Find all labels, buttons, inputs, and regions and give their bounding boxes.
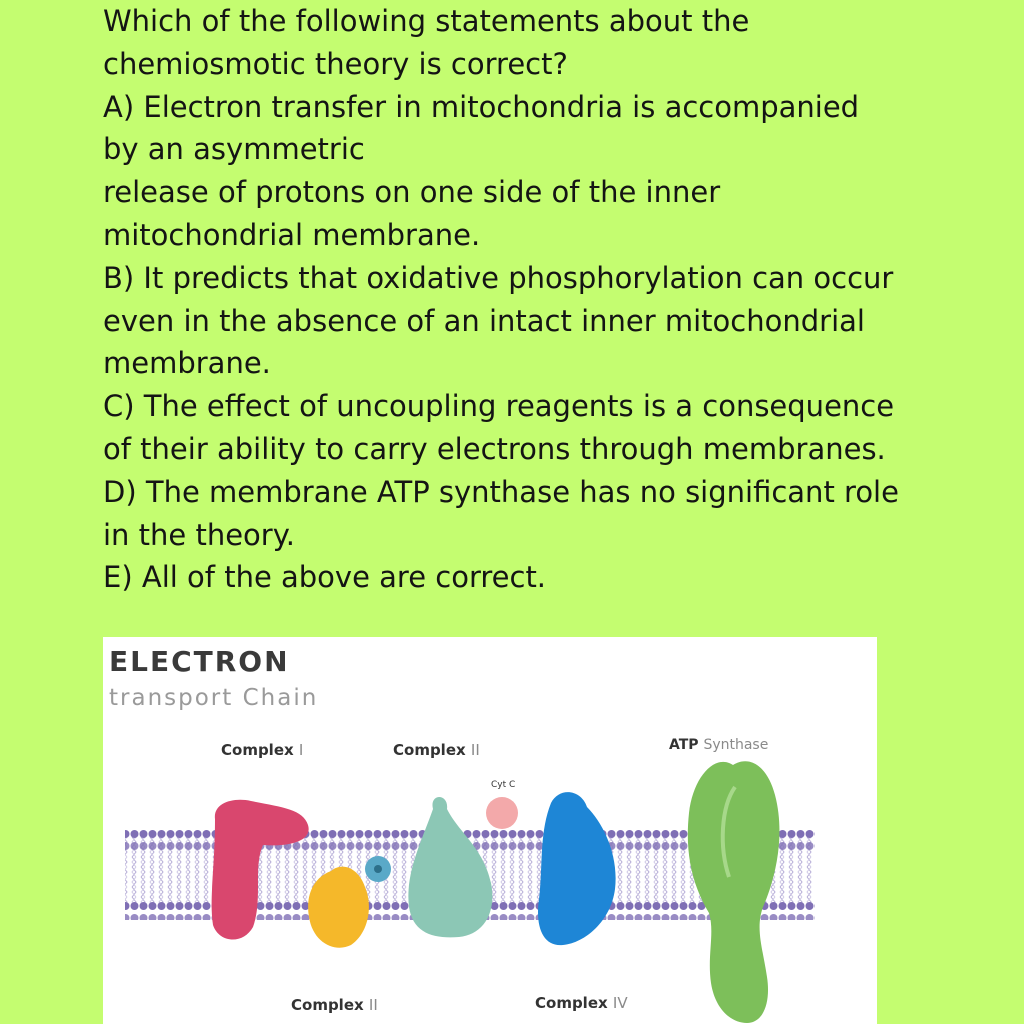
figure-subtitle: transport Chain	[109, 685, 319, 711]
question-text	[103, 0, 983, 599]
option-b-line: B) It predicts that oxidative phosphorylation can occur	[103, 260, 894, 295]
complex-3-shape	[408, 797, 492, 937]
option-c-line: of their ability to carry electrons through membranes.	[103, 431, 886, 466]
complex-2-top-label	[393, 741, 480, 759]
option-d-line: D) The membrane ATP synthase has no significant role	[103, 474, 899, 509]
complex-2-bottom-label-word: Complex	[291, 996, 364, 1014]
complex-2-top-label-word: Complex	[393, 741, 466, 759]
option-a-line: A) Electron transfer in mitochondria is accompanied	[103, 89, 860, 124]
complex-1-label-number: I	[298, 741, 304, 759]
atp-synthase-label-rest: Synthase	[703, 737, 769, 753]
ubiquinone-center	[374, 865, 382, 873]
complex-2-top-label-number: II	[470, 741, 480, 759]
complex-4-label-word: Complex	[535, 994, 608, 1012]
question-line: Which of the following statements about the	[103, 4, 750, 38]
atp-synthase-label-word: ATP	[669, 737, 699, 753]
complex-4-label-number: IV	[612, 994, 628, 1012]
complex-1-label-word: Complex	[221, 741, 294, 759]
atp-synthase-label	[669, 737, 768, 753]
complex-4-shape	[538, 792, 616, 945]
option-d-line: in the theory.	[103, 517, 295, 552]
question-line: chemiosmotic theory is correct?	[103, 46, 568, 81]
complex-4-label	[535, 994, 628, 1012]
cytc-label: Cyt C	[491, 780, 516, 790]
figure-title: ELECTRON	[109, 645, 290, 678]
electron-transport-chain-figure	[103, 637, 877, 1024]
complex-1-label	[221, 741, 303, 759]
option-a-line: release of protons on one side of the inner	[103, 175, 721, 210]
complex-2-bottom-label	[291, 996, 378, 1014]
option-a-line: by an asymmetric	[103, 132, 365, 167]
option-a-line: mitochondrial membrane.	[103, 217, 481, 252]
complex-2-bottom-label-number: II	[368, 996, 378, 1014]
option-e-line: E) All of the above are correct.	[103, 560, 547, 595]
cytc-shape	[486, 797, 518, 829]
option-c-line: C) The effect of uncoupling reagents is a consequence	[103, 389, 895, 424]
option-b-line: even in the absence of an intact inner mitochondrial	[103, 303, 865, 338]
option-b-line: membrane.	[103, 346, 271, 381]
atp-synthase-shape	[688, 761, 780, 1023]
